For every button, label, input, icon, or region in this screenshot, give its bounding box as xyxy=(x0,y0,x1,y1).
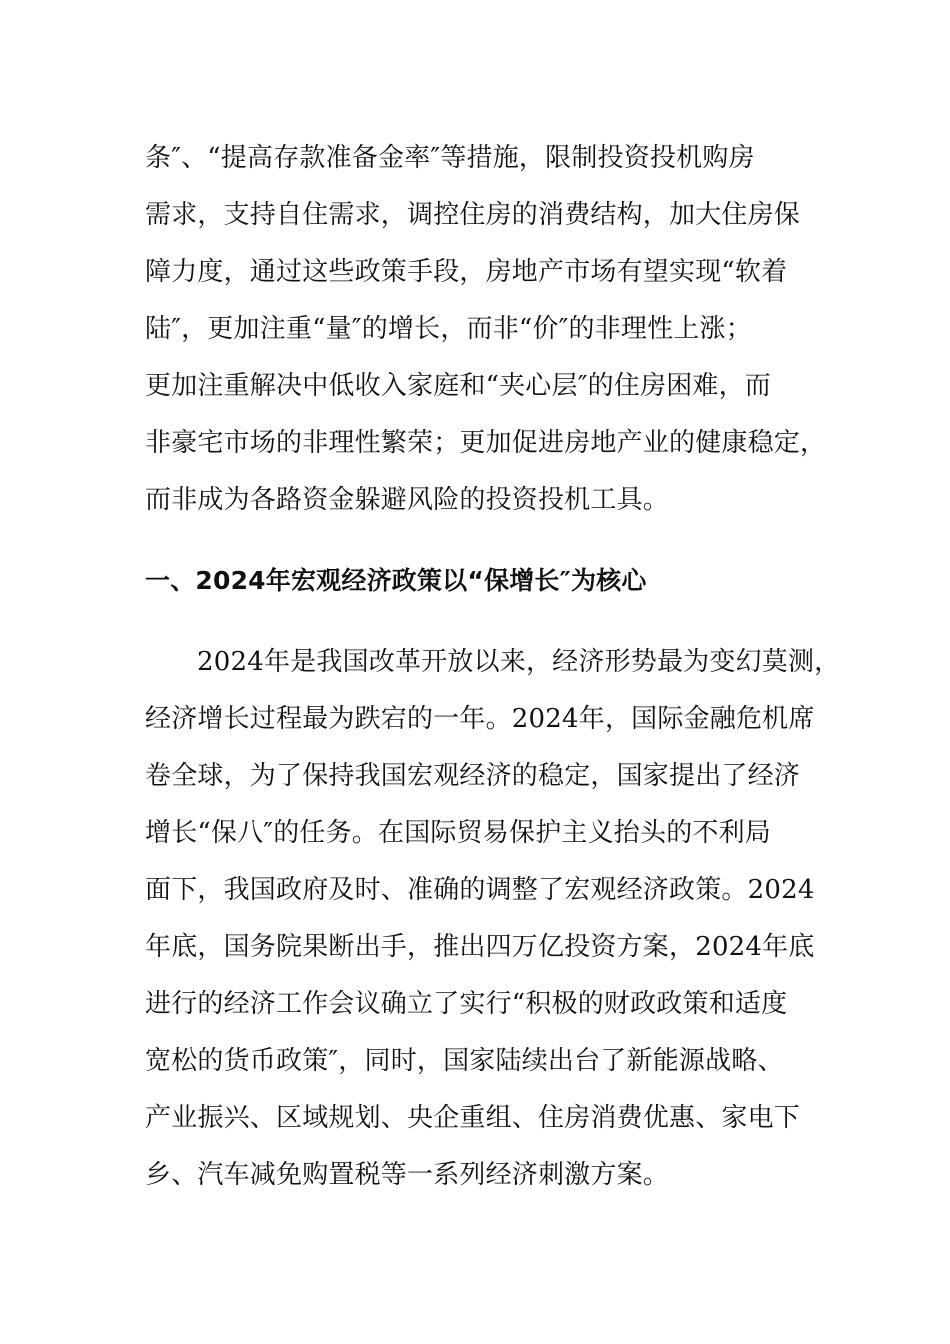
paragraph-line: 面下，我国政府及时、准确的调整了宏观经济政策。2024 xyxy=(145,875,815,905)
paragraph-line: 增长“保八″的任务。在国际贸易保护主义抬头的不利局 xyxy=(145,818,772,848)
paragraph-line: 2024年是我国改革开放以来，经济形势最为变幻莫测， xyxy=(197,647,841,677)
paragraph-line: 产业振兴、区域规划、央企重组、住房消费优惠、家电下 xyxy=(145,1103,801,1133)
paragraph-line: 卷全球，为了保持我国宏观经济的稳定，国家提出了经济 xyxy=(145,761,801,791)
paragraph-line: 而非成为各路资金躲避风险的投资投机工具。 xyxy=(145,485,670,515)
paragraph-line: 障力度，通过这些政策手段，房地产市场有望实现“软着 xyxy=(145,257,788,287)
paragraph-line: 乡、汽车减免购置税等一系列经济刺激方案。 xyxy=(145,1160,670,1190)
paragraph-line: 陆″，更加注重“量″的增长，而非“价″的非理性上涨； xyxy=(145,314,752,344)
paragraph-line: 需求，支持自住需求，调控住房的消费结构，加大住房保 xyxy=(145,200,801,230)
paragraph-line: 非豪宅市场的非理性繁荣；更加促进房地产业的健康稳定， xyxy=(145,428,827,458)
paragraph-line: 宽松的货币政策″，同时，国家陆续出台了新能源战略、 xyxy=(145,1046,784,1076)
paragraph-line: 进行的经济工作会议确立了实行“积极的财政政策和适度 xyxy=(145,989,788,1019)
paragraph-line: 更加注重解决中低收入家庭和“夹心层″的住房困难，而 xyxy=(145,371,772,401)
paragraph-line: 条″、“提高存款准备金率″等措施，限制投资投机购房 xyxy=(145,143,755,173)
paragraph-line: 经济增长过程最为跌宕的一年。2024年，国际金融危机席 xyxy=(145,704,815,734)
section-heading: 一、2024年宏观经济政策以“保增长″为核心 xyxy=(145,566,647,595)
paragraph-line: 年底，国务院果断出手，推出四万亿投资方案，2024年底 xyxy=(145,932,815,962)
